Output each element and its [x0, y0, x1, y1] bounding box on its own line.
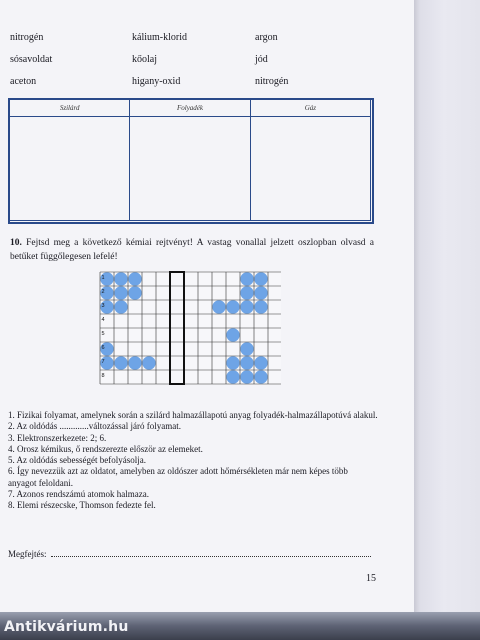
- page-number: 15: [366, 573, 376, 584]
- crossword-puzzle-grid[interactable]: [99, 271, 281, 395]
- word: aceton: [10, 76, 37, 87]
- filled-cell-dot: [128, 356, 141, 369]
- solution-label: Megfejtés:: [8, 549, 47, 559]
- answer-cell-liquid[interactable]: [130, 117, 250, 221]
- filled-cell-dot: [254, 272, 267, 285]
- filled-cell-dot: [226, 300, 239, 313]
- word-row: [10, 72, 370, 94]
- filled-cell-dot: [254, 300, 267, 313]
- clue-list: [8, 410, 378, 512]
- filled-cell-dot: [240, 286, 253, 299]
- filled-cell-dot: [254, 286, 267, 299]
- solution-line: [8, 547, 371, 559]
- filled-cell-dot: [254, 370, 267, 383]
- filled-cell-dot: [240, 370, 253, 383]
- column-header-liquid: Folyadék: [130, 100, 250, 117]
- filled-cell-dot: [142, 356, 155, 369]
- clue-item: 7. Azonos rendszámú atomok halmaza.: [8, 489, 149, 500]
- row-number: 1: [101, 275, 105, 281]
- clue-item: 1. Fizikai folyamat, amelynek során a szilárd halmazállapotú anyag folyadék-halmazállapotúvá alakul.: [8, 410, 378, 420]
- row-number: 4: [101, 317, 105, 323]
- word: kálium-klorid: [132, 32, 187, 43]
- column-header-solid: Szilárd: [10, 100, 130, 117]
- word: nitrogén: [10, 32, 44, 43]
- clue-item: 8. Elemi részecske, Thomson fedezte fel.: [8, 500, 156, 511]
- task-number: 10.: [10, 238, 22, 248]
- filled-cell-dot: [114, 300, 127, 313]
- filled-cell-dot: [240, 356, 253, 369]
- word: higany-oxid: [132, 76, 181, 87]
- answer-cell-gas[interactable]: [250, 117, 370, 221]
- answer-cell-solid[interactable]: [10, 117, 130, 221]
- clue-item: 4. Orosz kémikus, ő rendszerezte először az elemeket.: [8, 443, 203, 454]
- filled-cell-dot: [128, 286, 141, 299]
- word-row: [10, 28, 370, 50]
- row-number: 5: [101, 331, 105, 337]
- substance-word-grid: [10, 28, 370, 94]
- filled-cell-dot: [226, 328, 239, 341]
- word: jód: [255, 54, 268, 65]
- filled-cell-dot: [254, 356, 267, 369]
- filled-cell-dot: [128, 272, 141, 285]
- clue-item: 3. Elektronszerkezete: 2; 6.: [8, 432, 107, 443]
- row-number: 2: [101, 289, 105, 295]
- task-instructions: [10, 236, 374, 264]
- filled-cell-dot: [240, 342, 253, 355]
- row-number: 3: [101, 303, 105, 309]
- filled-cell-dot: [226, 356, 239, 369]
- word: nitrogén: [255, 76, 289, 87]
- filled-cell-dot: [114, 356, 127, 369]
- column-header-gas: Gáz: [250, 100, 370, 117]
- filled-cell-dot: [114, 272, 127, 285]
- filled-cell-dot: [226, 370, 239, 383]
- filled-cell-dot: [212, 300, 225, 313]
- word-row: [10, 50, 370, 72]
- watermark: Antikvárium.hu: [4, 619, 129, 635]
- task-text: Fejtsd meg a következő kémiai rejtvényt! A vastag vonallal jelzett oszlopban olvasd a betűket függőlegesen lefelé!: [10, 238, 375, 262]
- word: sósavoldat: [10, 54, 53, 65]
- book-spine-shadow: [414, 0, 480, 618]
- row-number: 7: [101, 359, 105, 365]
- row-number: 8: [101, 373, 105, 379]
- filled-cell-dot: [240, 300, 253, 313]
- clue-item: 5. Az oldódás sebességét befolyásolja.: [8, 455, 146, 466]
- row-number: 6: [101, 345, 105, 351]
- filled-cell-dot: [240, 272, 253, 285]
- filled-cell-dot: [114, 286, 127, 299]
- solution-blank[interactable]: [51, 547, 371, 557]
- clue-item: 6. Így nevezzük azt az oldatot, amelyben az oldószer adott hőmérsékleten már nem képes több anyagot feloldani.: [8, 466, 348, 488]
- clue-item: 2. Az oldódás .............változással járó folyamat.: [8, 421, 181, 432]
- phase-classification-table: [9, 99, 371, 221]
- word: kőolaj: [132, 54, 157, 65]
- word: argon: [255, 32, 278, 43]
